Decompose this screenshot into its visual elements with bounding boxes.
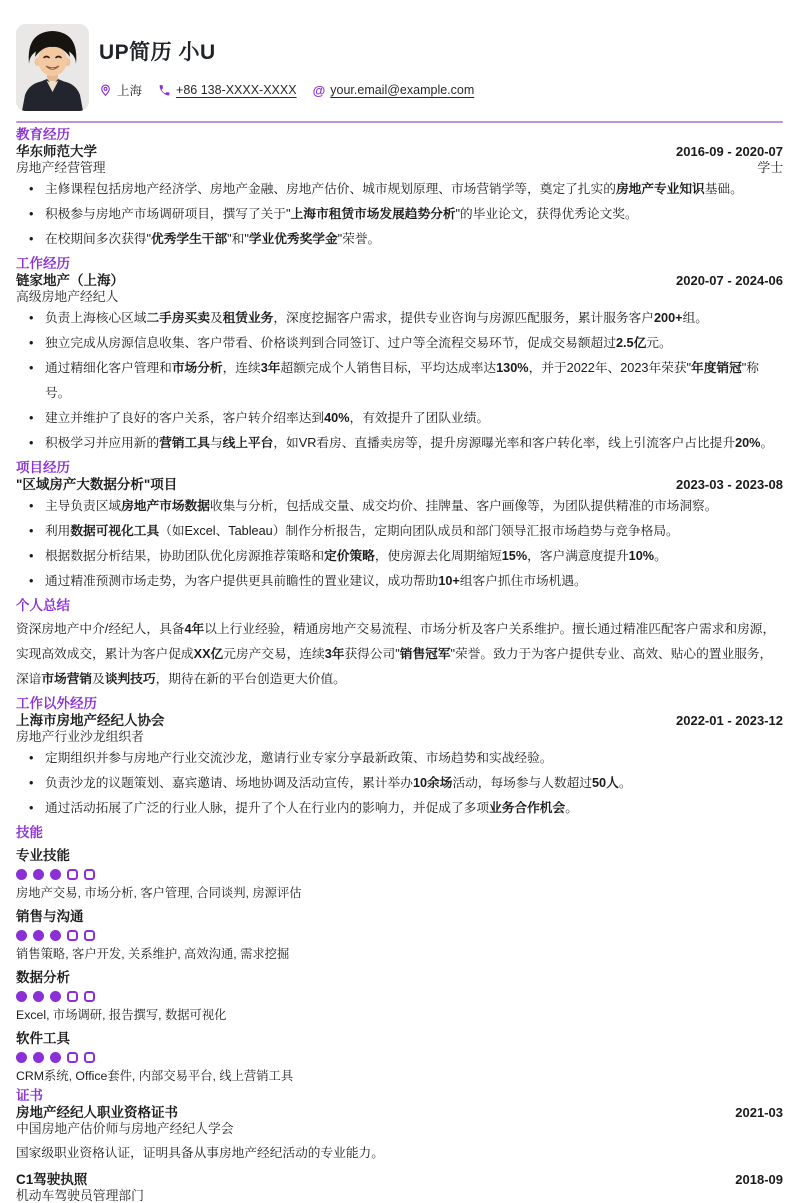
cert-title: 房地产经纪人职业资格证书 [16,1105,178,1120]
highlighted-text: 房地产专业知识 [615,182,705,196]
entry-date: 2016-09 - 2020-07 [676,144,783,159]
skill-dot-empty [84,930,95,941]
cert-description: 国家级职业资格认证，证明具备从事房地产经纪活动的专业能力。 [16,1146,384,1160]
candidate-name: UP简历 小U [99,41,216,64]
header-divider [16,121,783,123]
highlighted-text: 50人 [592,776,619,790]
entry-header [16,273,783,288]
section-extracurricular [16,696,783,821]
skill-dot-empty [67,930,78,941]
entry-title: 链家地产（上海） [16,273,124,288]
highlighted-text: 20% [735,436,761,450]
section-work [16,256,783,456]
skill-dot-filled [16,1052,27,1063]
skill-dot-filled [50,930,61,941]
bullet-item: • 通过活动拓展了广泛的行业人脉，提升了个人在行业内的影响力，并促成了多项业务合作机会。 [16,796,783,821]
entry-header [16,713,783,728]
entry-date: 2023-03 - 2023-08 [676,477,783,492]
at-sign-icon: @ [312,82,326,98]
skill-dot-empty [67,1052,78,1063]
section-summary [16,598,783,692]
bullet-item: • 主导负责区域房地产市场数据收集与分析，包括成交量、成交均价、挂牌量、客户画像等，为团队提供精准的市场洞察。 [16,494,783,519]
bullet-item: • 负责沙龙的议题策划、嘉宾邀请、场地协调及活动宣传，累计举办10余场活动，每场参与人数超过50人。 [16,771,783,796]
skill-keywords: 房地产交易, 市场分析, 客户管理, 合同谈判, 房源评估 [16,886,302,900]
location-pin-icon [99,84,112,97]
highlighted-text: 销售冠军 [399,647,451,661]
cert-date: 2021-03 [735,1105,783,1120]
highlighted-text: 定价策略 [324,549,375,563]
highlighted-text: 房地产市场数据 [121,499,210,513]
skill-dot-empty [84,1052,95,1063]
entry-header [16,477,783,492]
skill-dot-filled [50,991,61,1002]
highlighted-text: 市场分析 [171,361,223,375]
profile-photo-illustration [16,24,89,111]
highlighted-text: 200+ [654,311,683,325]
highlighted-text: XX亿 [193,647,224,661]
entry-subtitle: 房地产经营管理 [16,160,106,175]
bullet-list [16,746,783,821]
bullet-item: • 利用数据可视化工具（如Excel、Tableau）制作分析报告，定期向团队成员和部门领导汇报市场趋势与竞争格局。 [16,519,783,544]
highlighted-text: 业务合作机会 [489,801,566,815]
certificate-entry [16,1172,783,1203]
section-heading: 技能 [16,825,43,840]
skill-dot-empty [67,991,78,1002]
section-project [16,460,783,594]
cert-header [16,1105,783,1120]
skill-name: 软件工具 [16,1031,70,1046]
section-heading: 证书 [16,1088,43,1103]
section-heading: 项目经历 [16,460,70,475]
highlighted-text: 学业优秀奖学金 [248,232,338,246]
summary-paragraph: 资深房地产中介/经纪人，具备4年以上行业经验，精通房地产交易流程、市场分析及客户关系维护。擅长通过精准匹配客户需求和房源，实现高效成交，累计为客户促成XX亿元房产交易，连续3年获得公司"销售冠军"荣誉。致力于为客户提供专业、高效、贴心的置业服务，深谙市场营销及谈判技巧，期待在新的平台创造更大价值。 [16,622,776,686]
highlighted-text: 租赁业务 [222,311,274,325]
bullet-item: • 主修课程包括房地产经济学、房地产金融、房地产估价、城市规划原理、市场营销学等，奠定了扎实的房地产专业知识基础。 [16,177,783,202]
certificate-entry [16,1105,783,1161]
profile-photo [16,24,89,111]
phone-text: +86 138-XXXX-XXXX [176,83,297,97]
highlighted-text: 3年 [260,361,281,375]
entry-header [16,144,783,159]
entry-subtitle-row [16,160,783,175]
skill-dot-filled [16,930,27,941]
bullet-item: • 通过精准预测市场走势，为客户提供更具前瞻性的置业建议，成功帮助10+组客户抓住市场机遇。 [16,569,783,594]
skill-dot-empty [84,991,95,1002]
phone-link[interactable] [158,83,297,97]
skill-keywords: Excel, 市场调研, 报告撰写, 数据可视化 [16,1008,227,1022]
skill-level-dots [16,869,783,880]
highlighted-text: 3年 [324,647,345,661]
skill-keywords: CRM系统, Office套件, 内部交易平台, 线上营销工具 [16,1069,294,1083]
skill-dot-filled [33,869,44,880]
skill-name: 数据分析 [16,970,70,985]
bullet-item: • 根据数据分析结果，协助团队优化房源推荐策略和定价策略，使房源去化周期缩短15%，客户满意度提升10%。 [16,544,783,569]
bullet-item: • 建立并维护了良好的客户关系，客户转介绍率达到40%，有效提升了团队业绩。 [16,406,783,431]
bullet-item: • 定期组织并参与房地产行业交流沙龙，邀请行业专家分享最新政策、市场趋势和实战经验。 [16,746,783,771]
bullet-item: • 独立完成从房源信息收集、客户带看、价格谈判到合同签订、过户等全流程交易环节，促成交易额超过2.5亿元。 [16,331,783,356]
highlighted-text: 15% [501,549,528,563]
location-text: 上海 [117,84,143,98]
email-link[interactable] [313,83,475,97]
cert-issuer: 中国房地产估价师与房地产经纪人学会 [16,1121,234,1136]
entry-title: 上海市房地产经纪人协会 [16,713,165,728]
highlighted-text: 数据可视化工具 [70,524,160,538]
entry-subtitle: 高级房地产经纪人 [16,289,119,304]
bullet-list [16,177,783,252]
entry-subtitle-row [16,729,783,744]
entry-subtitle: 房地产行业沙龙组织者 [16,729,144,744]
skill-level-dots [16,930,783,941]
highlighted-text: 10余场 [412,776,453,790]
cert-issuer: 机动车驾驶员管理部门 [16,1188,144,1203]
highlighted-text: 130% [496,361,529,375]
highlighted-text: 4年 [184,622,205,636]
highlighted-text: 二手房买卖 [146,311,210,325]
highlighted-text: 上海市租赁市场发展趋势分析 [290,207,456,221]
section-skills [16,825,783,1084]
bullet-item: • 积极参与房地产市场调研项目，撰写了关于"上海市租赁市场发展趋势分析"的毕业论文，获得优秀论文奖。 [16,202,783,227]
cert-title: C1驾驶执照 [16,1172,88,1187]
skill-dot-empty [84,869,95,880]
highlighted-text: 线上平台 [222,436,274,450]
section-heading: 工作经历 [16,256,70,271]
highlighted-text: 谈判技巧 [104,672,156,686]
skill-dot-empty [67,869,78,880]
skill-dot-filled [50,1052,61,1063]
skill-level-dots [16,991,783,1002]
location-item [99,81,142,99]
entry-subtitle-row [16,289,783,304]
cert-date: 2018-09 [735,1172,783,1187]
cert-header [16,1172,783,1187]
section-certificates [16,1088,783,1203]
bullet-list [16,494,783,594]
bullet-item: • 在校期间多次获得"优秀学生干部"和"学业优秀奖学金"荣誉。 [16,227,783,252]
resume-sections [16,127,783,1203]
highlighted-text: 2.5亿 [615,336,647,350]
skill-name: 销售与沟通 [16,909,84,924]
resume-header [16,24,783,111]
entry-subtitle-right: 学士 [757,160,783,175]
entry-title: 华东师范大学 [16,144,97,159]
skill-dot-filled [33,930,44,941]
email-text: your.email@example.com [330,83,475,97]
bullet-item: • 负责上海核心区域二手房买卖及租赁业务，深度挖掘客户需求，提供专业咨询与房源匹配服务，累计服务客户200+组。 [16,306,783,331]
bullet-item: • 积极学习并应用新的营销工具与线上平台，如VR看房、直播卖房等，提升房源曝光率和客户转化率，线上引流客户占比提升20%。 [16,431,783,456]
skill-dot-filled [33,1052,44,1063]
header-text [99,24,474,99]
skill-dot-filled [16,991,27,1002]
entry-title: "区域房产大数据分析"项目 [16,477,178,492]
highlighted-text: 40% [324,411,350,425]
entry-date: 2020-07 - 2024-06 [676,273,783,288]
highlighted-text: 营销工具 [159,436,210,450]
highlighted-text: 市场营销 [41,672,93,686]
entry-date: 2022-01 - 2023-12 [676,713,783,728]
skill-dot-filled [33,991,44,1002]
highlighted-text: 年度销冠 [691,361,742,375]
bullet-item: • 通过精细化客户管理和市场分析，连续3年超额完成个人销售目标，平均达成率达130%，并于2022年、2023年荣获"年度销冠"称号。 [16,356,783,406]
highlighted-text: 10+ [438,574,460,588]
skill-keywords: 销售策略, 客户开发, 关系维护, 高效沟通, 需求挖掘 [16,947,290,961]
contact-row [99,81,474,99]
highlighted-text: 10% [628,549,655,563]
section-heading: 教育经历 [16,127,70,142]
skill-dot-filled [16,869,27,880]
phone-icon [158,84,171,97]
bullet-list [16,306,783,456]
section-heading: 工作以外经历 [16,696,97,711]
skill-level-dots [16,1052,783,1063]
skill-dot-filled [50,869,61,880]
highlighted-text: 优秀学生干部 [151,232,228,246]
skill-name: 专业技能 [16,848,70,863]
section-heading: 个人总结 [16,598,70,613]
section-education [16,127,783,252]
